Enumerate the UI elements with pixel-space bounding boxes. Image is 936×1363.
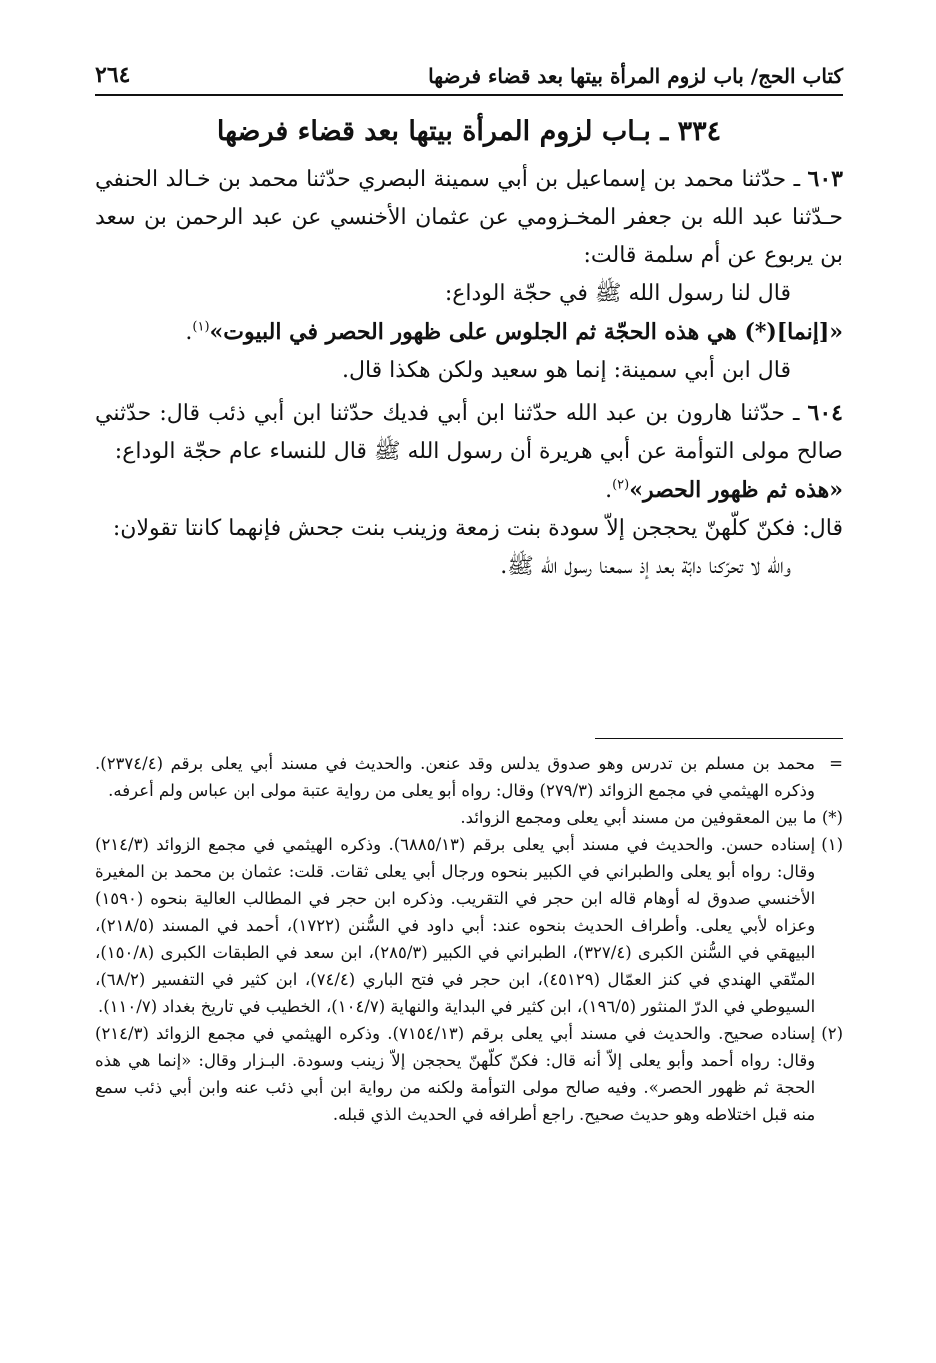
main-text <box>95 110 843 586</box>
page-number: ٢٦٤ <box>95 62 131 88</box>
footnote-2-text: إسناده صحيح. والحديث في مسند أبي يعلى برقم (٧١٥٤/١٣). وذكره الهيثمي في مجمع الزوائد (٢١٤/٣) وقال: رواه أحمد وأبو يعلى إلاّ أنه قال: فكنّ كلّهنّ يحججن إلاّ زينب وسودة. البـزار وقال: «إنما هي هذه الحجة ثم ظهور الحصر». وفيه صالح مولى التوأمة ولكنه من رواية ابن أبي ذئب عنه وابن أبي ذئب سمع منه قبل اختلاطه وهو حديث صحيح. راجع أطرافه في الحديث الذي قبله. <box>95 1024 816 1124</box>
hadith-604-matn <box>95 471 843 510</box>
footnote-continuation <box>95 750 843 804</box>
footnote-divider <box>595 738 843 739</box>
hadith-604-isnad <box>95 394 843 471</box>
running-header <box>95 56 843 96</box>
hadith-603-quote-end: . <box>185 320 193 345</box>
footnote-1-mark: (١) <box>821 835 843 854</box>
footnotes <box>95 750 843 1128</box>
chapter-title: ٣٣٤ ـ بـاب لزوم المرأة بيتها بعد قضاء فرضها <box>216 116 722 147</box>
footnote-1 <box>95 831 843 1020</box>
hadith-604-quote: «هذه ثم ظهور الحصر» <box>629 477 843 503</box>
continuation-mark: = <box>829 754 843 773</box>
hadith-604-isnad-text: ـ حدّثنا هارون بن عبد الله حدّثنا ابن أبي فديك حدّثنا ابن أبي ذئب قال: حدّثني صالح مولى التوأمة عن أبي هريرة أن رسول الله ﷺ قال للنساء عام حجّة الوداع: <box>95 401 843 464</box>
footnote-star: (*) ما بين المعقوفين من مسند أبي يعلى ومجمع الزوائد. <box>460 808 843 827</box>
footnote-2 <box>95 1020 843 1128</box>
footnote-2-mark: (٢) <box>821 1024 843 1043</box>
hadith-603-quote: «[إنما](*) هي هذه الحجّة ثم الجلوس على ظهور الحصر في البيوت» <box>209 319 843 345</box>
hadith-603-isnad-text: ـ حدّثنا محمد بن إسماعيل بن أبي سمينة البصري حدّثنا محمد بن خـالد الحنفي حـدّثنا عبد الله بن جعفر المخـزومي عن عثمان الأخنسي عن عبد الرحمن بن سعد بن يربوع عن أم سلمة قالت: <box>95 167 843 268</box>
hadith-604-comment-1: قال: فكنّ كلّهنّ يحججن إلاّ سودة بنت زمعة وزينب بنت جحش فإنهما كانتا تقولان: <box>112 516 843 541</box>
footnote-continuation-text: محمد بن مسلم بن تدرس وهو صدوق يدلس وقد عنعن. والحديث في مسند أبي يعلى برقم (٢٣٧٤/٤). وذكره الهيثمي في مجمع الزوائد (٢٧٩/٣) وقال: رواه أبو يعلى من رواية عتبة مولى ابن عباس ولم أعرفه. <box>95 754 815 800</box>
footnote-ref-1[interactable]: (١) <box>192 319 210 335</box>
footnote-ref-2[interactable]: (٢) <box>612 477 630 493</box>
hadith-603-number: ٦٠٣ <box>807 166 843 192</box>
running-title: كتاب الحج/ باب لزوم المرأة بيتها بعد قضاء فرضها <box>428 64 843 88</box>
hadith-603-intro: قال لنا رسول الله ﷺ في حجّة الوداع: <box>444 281 791 306</box>
hadith-603-isnad <box>95 160 843 275</box>
hadith-603-comment: قال ابن أبي سمينة: إنما هو سعيد ولكن هكذا قال. <box>341 358 791 383</box>
hadith-604-number: ٦٠٤ <box>807 400 843 426</box>
hadith-604-quote-end: . <box>605 478 613 503</box>
footnote-1-text: إسناده حسن. والحديث في مسند أبي يعلى برقم (٦٨٨٥/١٣). وذكره الهيثمي في مجمع الزوائد (٢١٤/٣) وقال: رواه أبو يعلى والطبراني في الكبير بنحوه ورجال أبي يعلى ثقات. قلت: عثمان بن محمد بن المغيرة الأخنسي صدوق له أوهام قاله ابن حجر في التقريب. وذكره ابن حجر في المطالب العالية بنحوه (١٥٩٠) وعزاه لأبي يعلى. وأطراف الحديث بنحوه عند: أبي داود في السُّنن (١٧٢٢)، أحمد في المسند (٢١٨/٥)، البيهقي في السُّنن الكبرى (٣٢٧/٤)، الطبراني في الكبير (٢٨٥/٣)، ابن سعد في الطبقات الكبرى (١٥٠/٨)، المتّقي الهندي في كنز العمّال (٤٥١٢٩)، ابن حجر في فتح الباري (٧٤/٤)، ابن كثير في التفسير (٦٨/٢)، السيوطي في الدرّ المنثور (١٩٦/٥)، ابن كثير في البداية والنهاية (١٠٤/٧)، الخطيب في تاريخ بغداد (١١٠/٧). <box>95 835 816 1016</box>
hadith-604-comment-2: والله لا تحرّكنا دابّة بعد إذ سمعنا رسول الله ﷺ. <box>500 554 791 579</box>
hadith-603-matn <box>95 313 843 352</box>
